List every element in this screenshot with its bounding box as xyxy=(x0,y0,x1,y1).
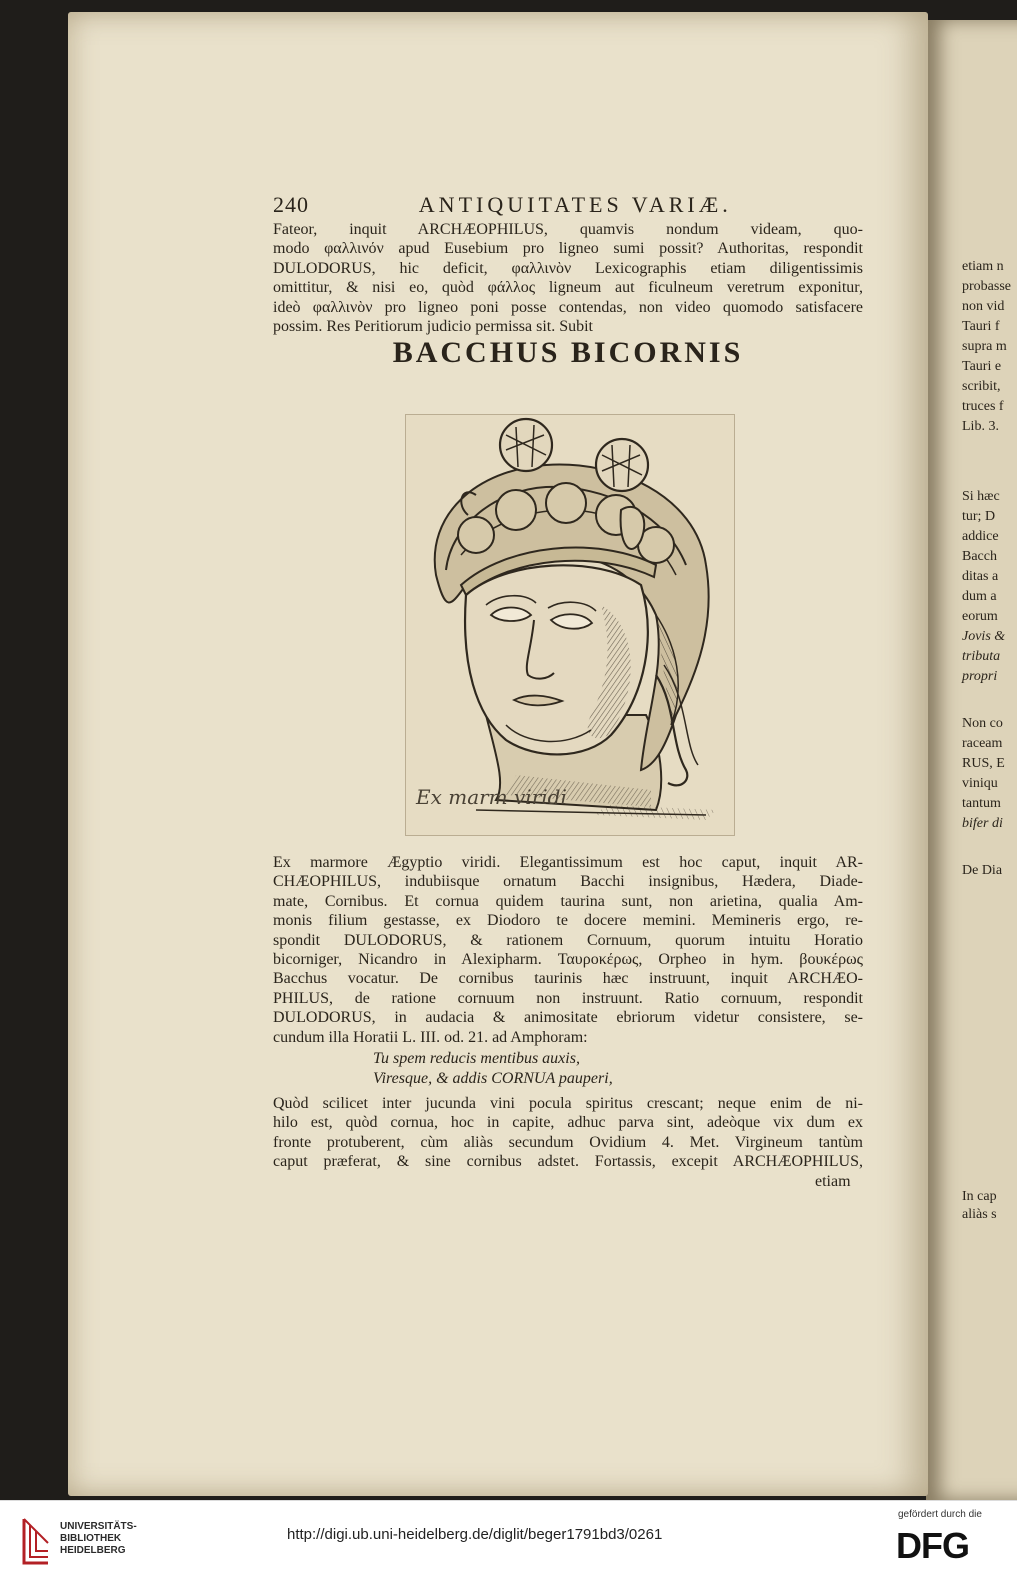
section-title: BACCHUS BICORNIS xyxy=(392,336,744,369)
text-line: cundum illa Horatii L. III. od. 21. ad Amphoram: xyxy=(273,1028,588,1046)
facing-page-line: truces f xyxy=(962,399,1004,414)
text-line: Quòd scilicet inter jucunda vini pocula spiritus crescant; neque enim de ni- xyxy=(273,1095,863,1112)
text-line: monis filium gestasse, ex Diodoro te docere memini. Memineris ergo, re- xyxy=(273,912,863,930)
facing-page-line: addice xyxy=(962,529,999,544)
facing-page-line: scribit, xyxy=(962,379,1001,394)
library-name-line: HEIDELBERG xyxy=(60,1545,126,1556)
verse-line: Tu spem reducis mentibus auxis, xyxy=(373,1050,580,1067)
text-line: omittitur, & nisi eo, quòd φάλλος ligneum aut ficulneum veretrum exponitur, xyxy=(273,279,863,297)
facing-page-line: RUS, E xyxy=(962,756,1005,771)
permalink-url[interactable]: http://digi.ub.uni-heidelberg.de/diglit/beger1791bd3/0261 xyxy=(287,1526,663,1543)
text-line: caput præferat, & sine cornibus adstet. Fortassis, excepit ARCHÆOPHILUS, xyxy=(273,1153,863,1171)
facing-page-line: raceam xyxy=(962,736,1003,751)
library-name-line: BIBLIOTHEK xyxy=(60,1533,122,1544)
facing-page-line: Si hæc xyxy=(962,489,1000,504)
facing-page-line: tributa xyxy=(962,649,1001,664)
facing-page-line: bifer di xyxy=(962,816,1003,831)
text-line: mate, Cornibus. Et cornua quidem taurina sunt, non arietina, qualia Am- xyxy=(273,892,863,910)
running-title: ANTIQUITATES VARIÆ. xyxy=(418,192,732,217)
facing-page-line: Tauri f xyxy=(962,319,1000,334)
plate-inscription: Ex marm viridi xyxy=(416,785,567,809)
facing-page-line: De Dia xyxy=(962,863,1003,878)
facing-page-line: tantum xyxy=(962,796,1001,811)
facing-page-line: Jovis & xyxy=(962,629,1006,644)
text-line: DULODORUS, hic deficit, φαλλινὸν Lexicographis etiam diligentissimis xyxy=(273,259,863,277)
verse-line: Viresque, & addis CORNUA pauperi, xyxy=(373,1070,613,1087)
facing-page-line: In cap xyxy=(962,1189,997,1204)
facing-page-line: eorum xyxy=(962,609,998,624)
footer-bar xyxy=(0,1500,1017,1582)
facing-page-line: non vid xyxy=(962,299,1005,314)
text-line: spondit DULODORUS, & rationem Cornuum, quorum intuitu Horatio xyxy=(273,931,863,949)
text-line: Ex marmore Ægyptio viridi. Elegantissimum est hoc caput, inquit AR- xyxy=(273,854,863,871)
facing-page-line: dum a xyxy=(962,589,997,604)
facing-page-line: supra m xyxy=(962,339,1007,354)
text-line: modo φαλλινόν apud Eusebium pro ligneo sumi possit? Authoritas, respondit xyxy=(273,240,863,258)
facing-page-line: Tauri e xyxy=(962,359,1002,374)
funded-by-label: gefördert durch die xyxy=(898,1509,982,1520)
facing-page-line: ditas a xyxy=(962,569,999,584)
facing-page-line: probasse xyxy=(962,279,1011,294)
facing-page-line: etiam n xyxy=(962,259,1004,274)
text-line: Fateor, inquit ARCHÆOPHILUS, quamvis nondum videam, quo- xyxy=(273,221,863,238)
running-head xyxy=(273,192,863,218)
text-line: DULODORUS, in audacia & animositate ebriorum videtur consistere, se- xyxy=(273,1009,863,1027)
facing-page-line: tur; D xyxy=(962,509,996,524)
text-line: PHILUS, de ratione cornuum non instruunt. Ratio cornuum, respondit xyxy=(273,989,863,1007)
intro-paragraph xyxy=(273,220,863,336)
body-paragraph xyxy=(273,853,863,1047)
facing-page-line: Bacch xyxy=(962,549,997,564)
text-line: bicorniger, Nicandro in Alexipharm. Ταυροκέρως, Orpheo in hym. βουκέρως xyxy=(273,951,863,969)
text-line: CHÆOPHILUS, indubiisque ornatum Bacchi insignibus, Hædera, Diade- xyxy=(273,873,863,891)
text-line: fronte protuberent, cùm aliàs secundum Ovidium 4. Met. Virgineum tantùm xyxy=(273,1133,863,1151)
university-library-logo-icon xyxy=(20,1515,54,1567)
text-line: hilo est, quòd cornua, hoc in capite, adhuc parva sint, adeòque vix dum ex xyxy=(273,1114,863,1132)
facing-page-line: aliàs s xyxy=(962,1207,997,1222)
bacchus-head-engraving xyxy=(406,415,734,835)
engraving-plate xyxy=(405,414,735,836)
text-line: Bacchus vocatur. De cornibus taurinis hæc instruunt, inquit ARCHÆO- xyxy=(273,970,863,988)
page-number: 240 xyxy=(273,192,309,217)
library-name xyxy=(60,1521,137,1557)
dfg-logo: DFG xyxy=(896,1525,969,1566)
closing-paragraph xyxy=(273,1094,863,1172)
facing-page-line: viniqu xyxy=(962,776,998,791)
catchword: etiam xyxy=(815,1173,851,1190)
facing-page-line: propri xyxy=(962,669,998,684)
facing-page-line: Lib. 3. xyxy=(962,419,999,434)
text-line: ideò φαλλινὸν pro ligneo poni posse contendas, non video quomodo satisfacere xyxy=(273,298,863,316)
facing-page-line: Non co xyxy=(962,716,1003,731)
library-name-line: UNIVERSITÄTS- xyxy=(60,1521,137,1532)
text-line: possim. Res Peritiorum judicio permissa sit. Subit xyxy=(273,318,593,336)
